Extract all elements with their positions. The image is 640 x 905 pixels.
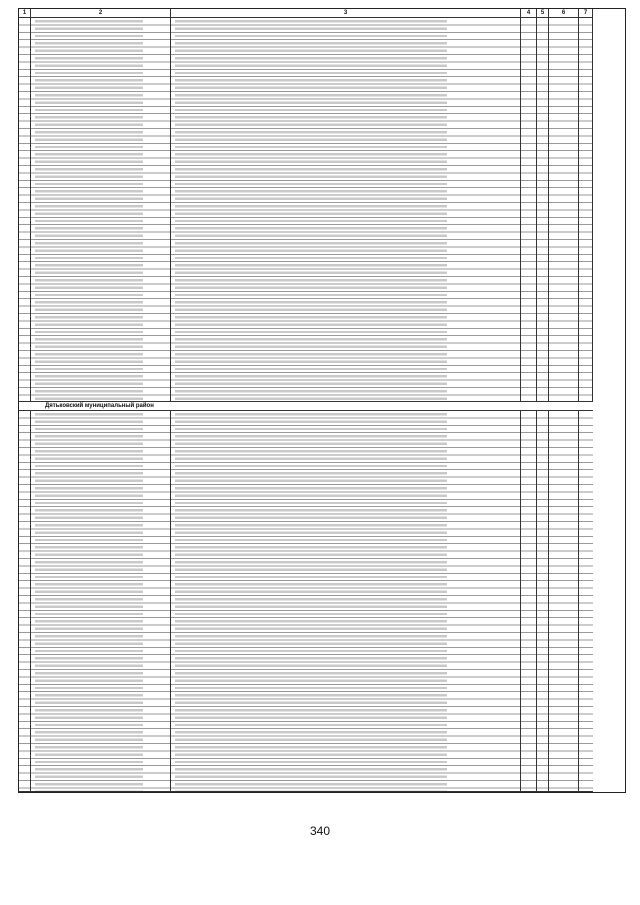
table-rows-block bbox=[579, 18, 593, 402]
column-header: 4 bbox=[521, 9, 537, 18]
table-rows-block bbox=[31, 411, 171, 792]
document-table bbox=[18, 8, 626, 793]
column-header: 7 bbox=[579, 9, 593, 18]
table-rows-block bbox=[537, 411, 549, 792]
table-rows-block bbox=[19, 411, 31, 792]
table-rows-block bbox=[171, 411, 521, 792]
column-header: 5 bbox=[537, 9, 549, 18]
table-rows-block bbox=[19, 18, 31, 402]
table-rows-block bbox=[579, 411, 593, 792]
column-header: 6 bbox=[549, 9, 579, 18]
table-rows-block bbox=[31, 18, 171, 402]
column-header: 2 bbox=[31, 9, 171, 18]
column-header: 1 bbox=[19, 9, 31, 18]
table-rows-block bbox=[521, 411, 537, 792]
table-rows-block bbox=[537, 18, 549, 402]
table-rows-block bbox=[521, 18, 537, 402]
table-rows-block bbox=[171, 18, 521, 402]
section-heading: Дятьковский муниципальный район bbox=[19, 402, 593, 411]
table-rows-block bbox=[549, 411, 579, 792]
column-header: 3 bbox=[171, 9, 521, 18]
page-number: 340 bbox=[309, 824, 331, 838]
table-rows-block bbox=[549, 18, 579, 402]
